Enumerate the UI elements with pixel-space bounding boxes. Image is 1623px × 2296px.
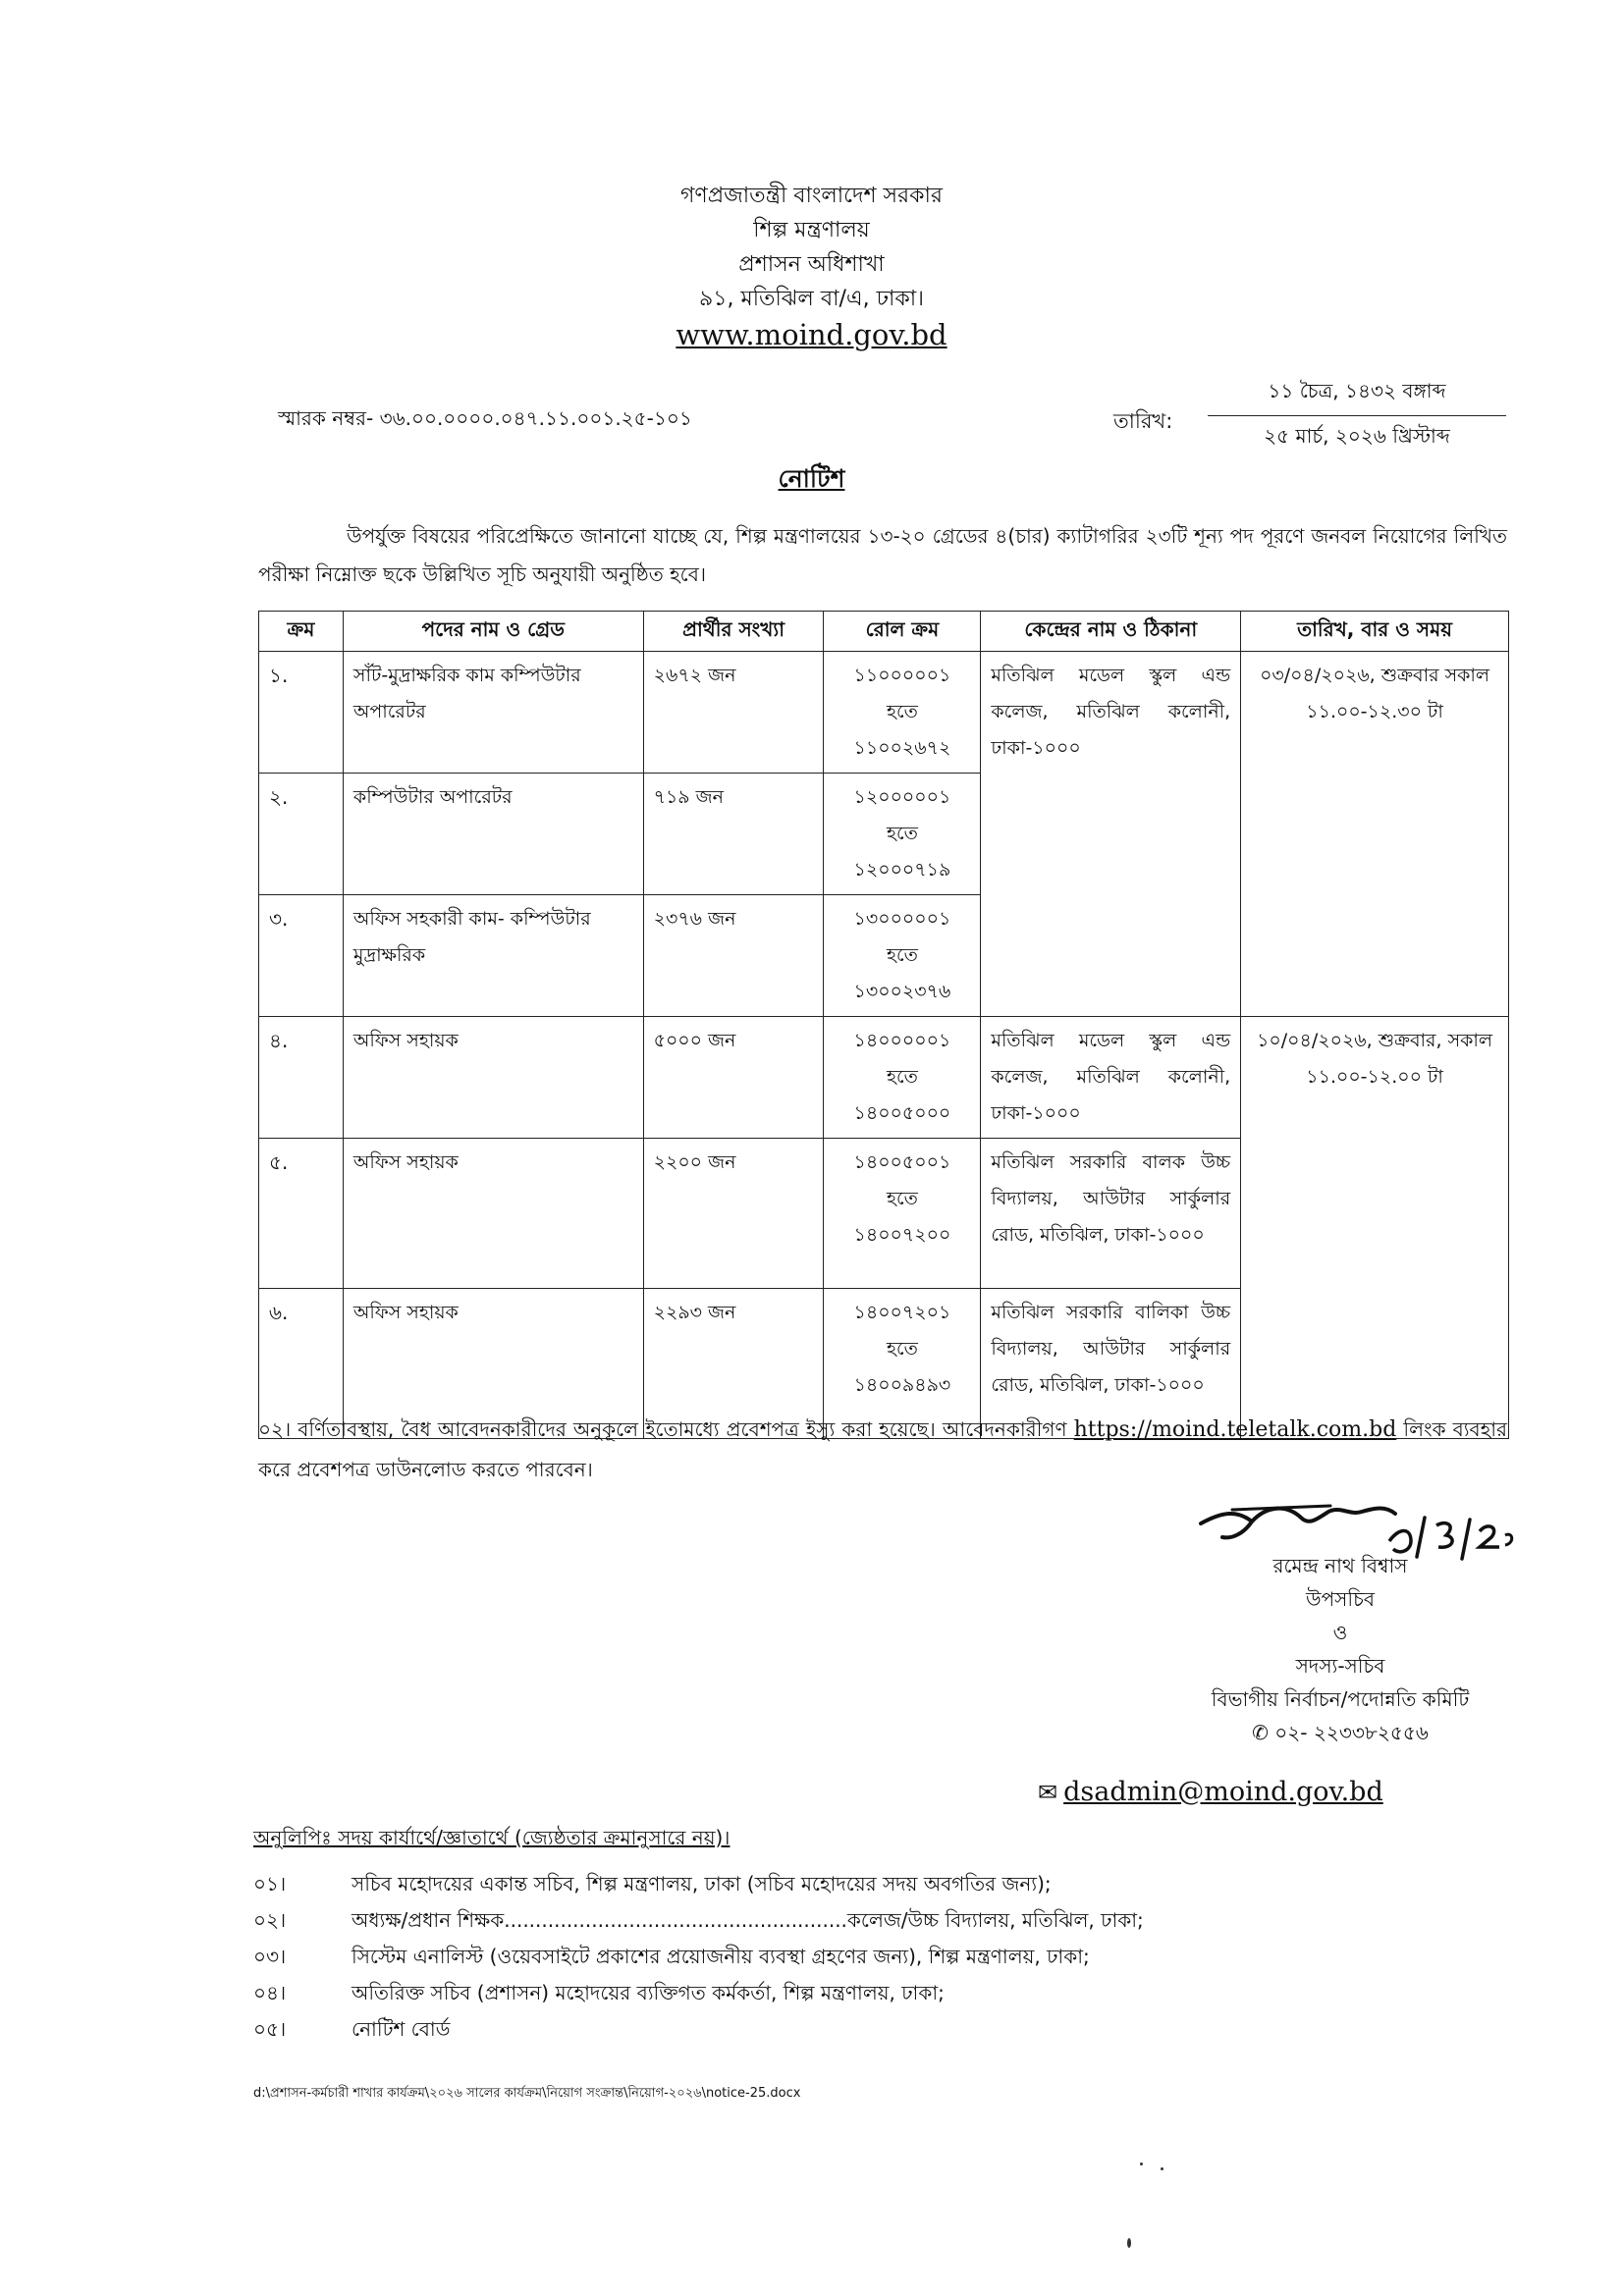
letterhead	[0, 179, 1623, 351]
row-post: অফিস সহায়ক	[343, 1139, 643, 1289]
roll-to: ১৪০০৫০০০	[853, 1102, 951, 1124]
ministry-name: শিল্প মন্ত্রণালয়	[753, 218, 870, 242]
signatory-committee: বিভাগীয় নির্বাচন/পদোন্নতি কমিটি	[1211, 1687, 1470, 1711]
roll-from: ১৪০০৭২০১	[853, 1302, 951, 1323]
col-header-candidates: প্রার্থীর সংখ্যা	[643, 612, 824, 652]
col-header-date: তারিখ, বার ও সময়	[1241, 612, 1509, 652]
mail-icon: ✉	[1038, 1779, 1058, 1806]
list-item	[253, 2015, 1530, 2052]
exam-schedule-table	[258, 611, 1509, 1439]
roll-to-word: হতে	[886, 701, 918, 722]
email-address[interactable]: dsadmin@moind.gov.bd	[1063, 1777, 1383, 1807]
row-serial: ৬.	[259, 1289, 344, 1439]
row-roll-range	[824, 895, 981, 1017]
row-date-time: ০৩/০৪/২০২৬, শুক্রবার সকাল ১১.০০-১২.৩০ টা	[1241, 652, 1509, 1017]
copy-number: ০১।	[253, 1872, 287, 1896]
office-address: ৯১, মতিঝিল বা/এ, ঢাকা।	[698, 287, 925, 311]
signatory-conjunction: ও	[1332, 1621, 1348, 1644]
row-roll-range	[824, 774, 981, 895]
row-serial: ৩.	[259, 895, 344, 1017]
copy-number: ০২।	[253, 1908, 287, 1932]
notice-title	[0, 459, 1623, 502]
list-item	[253, 1870, 1530, 1906]
email-line	[1038, 1777, 1383, 1807]
row-serial: ২.	[259, 774, 344, 895]
row-roll-range	[824, 1139, 981, 1289]
admit-text-before: ০২। বর্ণিতাবস্থায়, বৈধ আবেদনকারীদের অনুকূলে ইতোমধ্যে প্রবেশপত্র ইস্যু করা হয়েছে। আবেদনকারীগণ	[258, 1417, 1074, 1441]
copy-number: ০৪।	[253, 1981, 287, 2004]
signatory-block	[1154, 1549, 1527, 1749]
signatory-designation: উপসচিব	[1305, 1587, 1375, 1611]
roll-to: ১২০০০৭১৯	[853, 859, 951, 881]
list-item	[253, 1906, 1530, 1943]
date-english: ২৫ মার্চ, ২০২৬ খ্রিস্টাব্দ	[1264, 424, 1450, 448]
roll-from: ১২০০০০০১	[853, 786, 951, 808]
row-post: অফিস সহায়ক	[343, 1289, 643, 1439]
date-block	[1208, 377, 1506, 454]
file-path-footer: d:\প্রশাসন-কর্মচারী শাখার কার্যক্রম\২০২৬ সালের কার্যক্রম\নিয়োগ সংক্রান্ত\নিয়োগ-২০২৬\notice-25.docx	[253, 2086, 801, 2101]
row-date-time: ১০/০৪/২০২৬, শুক্রবার, সকাল ১১.০০-১২.০০ টা	[1241, 1017, 1509, 1439]
list-item	[253, 1943, 1530, 1979]
row-post: অফিস সহকারী কাম- কম্পিউটার মুদ্রাক্ষরিক	[343, 895, 643, 1017]
phone-line	[1154, 1716, 1527, 1749]
copy-text: নোটিশ বোর্ড	[352, 2017, 451, 2041]
row-serial: ৪.	[259, 1017, 344, 1139]
row-post: সাঁট-মুদ্রাক্ষরিক কাম কম্পিউটার অপারেটর	[343, 652, 643, 774]
copy-number: ০৫।	[253, 2017, 287, 2041]
copy-heading: অনুলিপিঃ সদয় কার্যার্থে/জ্ঞাতার্থে (জ্যেষ্ঠতার ক্রমানুসারে নয়)।	[253, 1826, 730, 1849]
roll-to: ১১০০২৬৭২	[853, 737, 951, 759]
row-post: অফিস সহায়ক	[343, 1017, 643, 1139]
roll-to: ১৪০০৯৪৯৩	[853, 1374, 951, 1396]
intro-paragraph	[258, 517, 1507, 594]
government-name: গণপ্রজাতন্ত্রী বাংলাদেশ সরকার	[679, 184, 944, 208]
roll-to-word: হতে	[886, 823, 918, 844]
row-center: মতিঝিল মডেল স্কুল এন্ড কলেজ, মতিঝিল কলোনী, ঢাকা-১০০০	[981, 652, 1241, 1017]
admit-text-after: লিংক ব্যবহার করে প্রবেশপত্র ডাউনলোড করতে পারবেন।	[258, 1417, 1507, 1481]
table-header-row	[259, 612, 1509, 652]
copy-text: অতিরিক্ত সচিব (প্রশাসন) মহোদয়ের ব্যক্তিগত কর্মকর্তা, শিল্প মন্ত্রণালয়, ঢাকা;	[352, 1981, 945, 2004]
roll-to-word: হতে	[886, 1188, 918, 1209]
copy-number: ০৩।	[253, 1945, 287, 1968]
col-header-roll: রোল ক্রম	[824, 612, 981, 652]
scan-speck	[1140, 2163, 1143, 2165]
row-count: ২২০০ জন	[643, 1139, 824, 1289]
phone-icon: ✆	[1252, 1721, 1269, 1744]
row-center: মতিঝিল মডেল স্কুল এন্ড কলেজ, মতিঝিল কলোনী, ঢাকা-১০০০	[981, 1017, 1241, 1139]
roll-from: ১৪০০০০০১	[853, 1030, 951, 1051]
scan-speck	[1161, 2167, 1163, 2170]
row-roll-range	[824, 1017, 981, 1139]
row-count: ৭১৯ জন	[643, 774, 824, 895]
copy-text: অধ্যক্ষ/প্রধান শিক্ষক.......................................................কলেজ/উচ্চ বিদ্যালয়, মতিঝিল, ঢাকা;	[352, 1908, 1144, 1932]
admit-card-paragraph	[258, 1410, 1507, 1489]
row-count: ২৩৭৬ জন	[643, 895, 824, 1017]
scan-speck	[1127, 2238, 1131, 2248]
col-header-post: পদের নাম ও গ্রেড	[343, 612, 643, 652]
table-row	[259, 1017, 1509, 1139]
roll-from: ১৩০০০০০১	[853, 908, 951, 930]
roll-to-word: হতে	[886, 944, 918, 966]
copy-text: সিস্টেম এনালিস্ট (ওয়েবসাইটে প্রকাশের প্রয়োজনীয় ব্যবস্থা গ্রহণের জন্য), শিল্প মন্ত্রণালয়, ঢাকা;	[352, 1945, 1090, 1968]
roll-from: ১১০০০০০১	[853, 665, 951, 686]
row-serial: ৫.	[259, 1139, 344, 1289]
memo-number: স্মারক নম্বর- ৩৬.০০.০০০০.০৪৭.১১.০০১.২৫-১০১	[278, 406, 692, 430]
signatory-role: সদস্য-সচিব	[1295, 1654, 1385, 1678]
col-header-center: কেন্দ্রের নাম ও ঠিকানা	[981, 612, 1241, 652]
phone-number: ০২- ২২৩৩৮২৫৫৬	[1274, 1721, 1429, 1744]
copy-list	[253, 1870, 1530, 2052]
row-count: ২৬৭২ জন	[643, 652, 824, 774]
teletalk-link[interactable]: https://moind.teletalk.com.bd	[1073, 1417, 1397, 1442]
copy-text: সচিব মহোদয়ের একান্ত সচিব, শিল্প মন্ত্রণালয়, ঢাকা (সচিব মহোদয়ের সদয় অবগতির জন্য);	[352, 1872, 1052, 1896]
list-item	[253, 1979, 1530, 2015]
row-post: কম্পিউটার অপারেটর	[343, 774, 643, 895]
date-label: তারিখ:	[1113, 409, 1173, 433]
notice-title-text: নোটিশ	[778, 464, 845, 493]
wing-name: প্রশাসন অধিশাখা	[738, 252, 885, 277]
row-count: ২২৯৩ জন	[643, 1289, 824, 1439]
row-count: ৫০০০ জন	[643, 1017, 824, 1139]
col-header-serial: ক্রম	[259, 612, 344, 652]
row-center: মতিঝিল সরকারি বালক উচ্চ বিদ্যালয়, আউটার সার্কুলার রোড, মতিঝিল, ঢাকা-১০০০	[981, 1139, 1241, 1289]
website-link[interactable]: www.moind.gov.bd	[676, 318, 947, 351]
roll-to: ১৪০০৭২০০	[853, 1224, 951, 1246]
row-roll-range	[824, 652, 981, 774]
date-bangla: ১১ চৈত্র, ১৪৩২ বঙ্গাব্দ	[1208, 377, 1506, 416]
row-serial: ১.	[259, 652, 344, 774]
table-row	[259, 652, 1509, 774]
intro-text: উপর্যুক্ত বিষয়ের পরিপ্রেক্ষিতে জানানো যাচ্ছে যে, শিল্প মন্ত্রণালয়ের ১৩-২০ গ্রেডের ৪(চার) ক্যাটাগরির ২৩টি শূন্য পদ পূরণে জনবল নিয়োগের লিখিত পরীক্ষা নিম্নোক্ত ছকে উল্লিখিত সূচি অনুযায়ী অনুষ্ঠিত হবে।	[258, 524, 1507, 586]
row-center: মতিঝিল সরকারি বালিকা উচ্চ বিদ্যালয়, আউটার সার্কুলার রোড, মতিঝিল, ঢাকা-১০০০	[981, 1289, 1241, 1439]
roll-from: ১৪০০৫০০১	[853, 1151, 951, 1173]
roll-to-word: হতে	[886, 1338, 918, 1360]
roll-to: ১৩০০২৩৭৬	[853, 981, 951, 1002]
signatory-name: রমেন্দ্র নাথ বিশ্বাস	[1272, 1554, 1408, 1577]
roll-to-word: হতে	[886, 1066, 918, 1088]
